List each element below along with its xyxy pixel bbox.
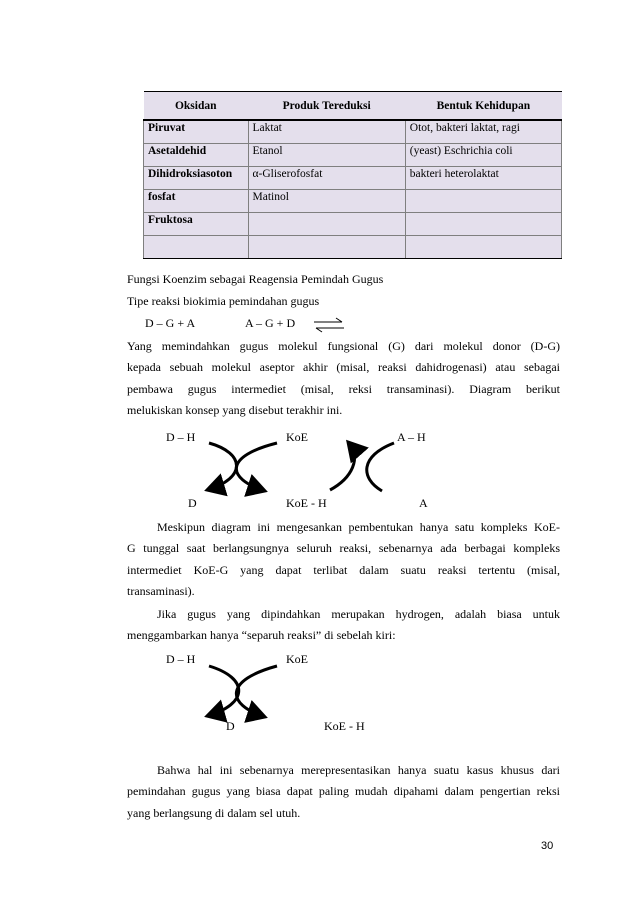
oksidan-cell: Fruktosa	[144, 213, 249, 236]
bentuk-cell: Otot, bakteri laktat, ragi	[405, 120, 561, 144]
paragraph-line: intermediet KoE-G yang dapat terlibat dalam suatu reaksi tertentu (misal,	[127, 562, 560, 577]
bentuk-cell: (yeast) Eschrichia coli	[405, 144, 561, 167]
paragraph-line: Bahwa hal ini sebenarnya merepresentasikan hanya suatu kasus khusus dari	[157, 763, 560, 777]
empty-cell	[405, 236, 561, 259]
diagram1-label-d: D	[188, 496, 197, 510]
oksidan-cell: fosfat	[144, 190, 249, 213]
produk-cell: Matinol	[248, 190, 405, 213]
diagram2-label-d: D	[226, 719, 235, 733]
empty-cell	[248, 236, 405, 259]
paragraph-line: Meskipun diagram ini mengesankan pembentukan hanya satu kompleks KoE-	[157, 520, 560, 534]
paragraph-line: Yang memindahkan gugus molekul fungsional (G) dari molekul donor (D-G)	[127, 339, 560, 353]
bentuk-cell	[405, 190, 561, 213]
diagram1-left-curves-icon	[195, 438, 285, 498]
diagram2-label-dh: D – H	[166, 652, 196, 666]
diagram2-label-koe: KoE	[286, 652, 308, 666]
paragraph-1	[127, 336, 560, 422]
bentuk-cell	[405, 213, 561, 236]
produk-cell	[248, 213, 405, 236]
oksidan-cell: Asetaldehid	[144, 144, 249, 167]
oksidan-cell: Dihidroksiasoton	[144, 167, 249, 190]
section-heading: Fungsi Koenzim sebagai Reagensia Pemindah Gugus	[127, 272, 384, 286]
paragraph-3	[127, 604, 560, 647]
diagram1-label-dh: D – H	[166, 430, 196, 444]
paragraph-line: yang berlangsung di dalam sel utuh.	[127, 805, 301, 820]
equilibrium-arrows-icon	[312, 317, 346, 333]
diagram1-label-koe: KoE	[286, 430, 308, 444]
diagram1-label-a: A	[419, 496, 428, 510]
paragraph-2	[127, 517, 560, 603]
section-subheading: Tipe reaksi biokimia pemindahan gugus	[127, 294, 320, 308]
equation-left: D – G + A	[145, 316, 196, 330]
bentuk-cell: bakteri heterolaktat	[405, 167, 561, 190]
paragraph-line: transaminasi).	[127, 584, 195, 599]
paragraph-line: kepada sebuah molekul aseptor akhir (misal, reaksi dahidrogenasi) atau sebagai	[127, 360, 560, 375]
equation-right: A – G + D	[245, 316, 296, 330]
paragraph-line: melukiskan konsep yang disebut terakhir ini.	[127, 403, 343, 418]
produk-cell: Etanol	[248, 144, 405, 167]
header-oksidan: Oksidan	[144, 92, 249, 121]
header-produk-tereduksi: Produk Tereduksi	[248, 92, 405, 121]
paragraph-line: Jika gugus yang dipindahkan merupakan hydrogen, adalah biasa untuk	[157, 607, 560, 621]
produk-cell: α-Gliserofosfat	[248, 167, 405, 190]
paragraph-line: menggambarkan hanya “separuh reaksi” di sebelah kiri:	[127, 628, 396, 643]
diagram1-label-ah: A – H	[397, 430, 426, 444]
page-number: 30	[541, 840, 554, 852]
oksidan-cell: Piruvat	[144, 120, 249, 144]
oxidant-table	[143, 91, 562, 259]
produk-cell: Laktat	[248, 120, 405, 144]
paragraph-line: pembawa gugus intermediet (misal, reksi transaminasi). Diagram berikut	[127, 381, 560, 396]
paragraph-4	[127, 760, 560, 824]
diagram2-label-koeh: KoE - H	[324, 719, 365, 733]
header-bentuk-kehidupan: Bentuk Kehidupan	[405, 92, 561, 121]
diagram2-curves-icon	[195, 662, 285, 724]
diagram1-label-koeh: KoE - H	[286, 496, 327, 510]
paragraph-line: pemindahan gugus yang biasa dapat paling mudah dipahami dalam pengertian reksi	[127, 784, 560, 799]
paragraph-line: G tunggal saat berlangsungnya seluruh reaksi, sebenarnya ada berbagai kompleks	[127, 541, 560, 556]
empty-cell	[144, 236, 249, 259]
diagram1-right-curves-icon	[320, 438, 400, 498]
